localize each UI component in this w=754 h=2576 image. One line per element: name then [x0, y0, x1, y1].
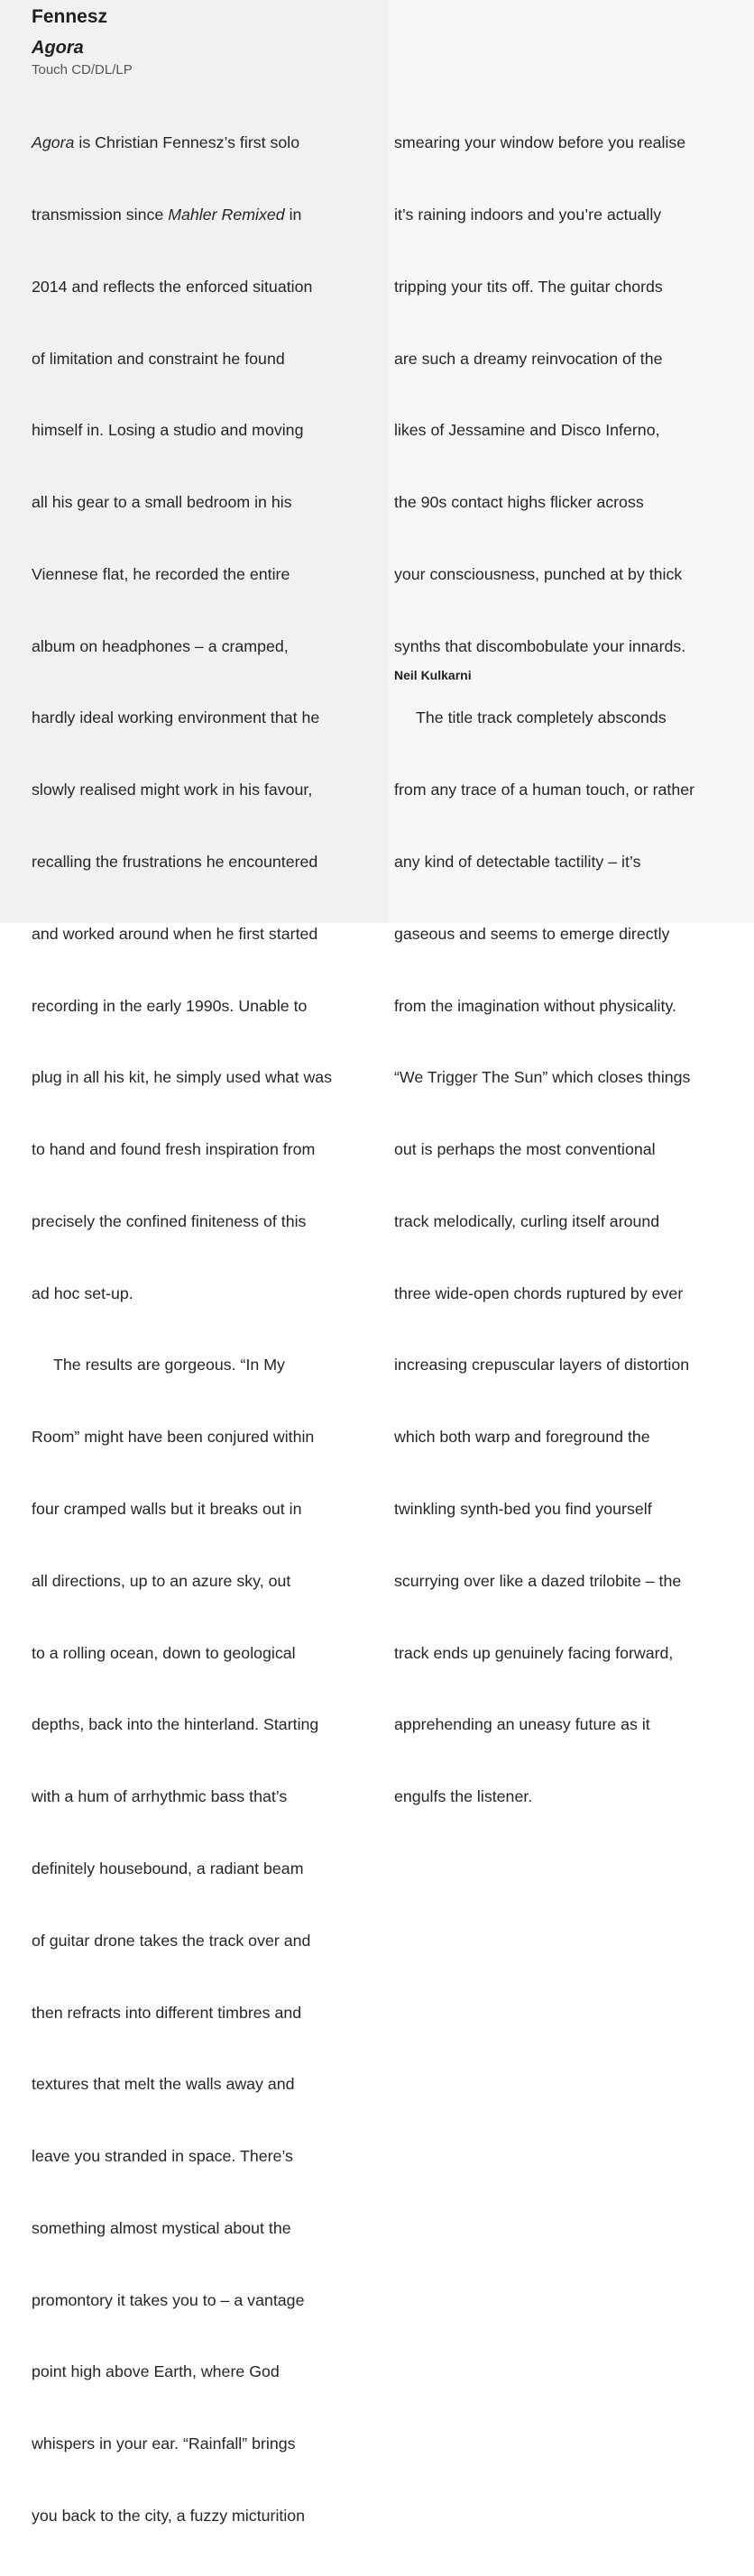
text-line: scurrying over like a dazed trilobite – the: [394, 1571, 682, 1590]
text-line: likes of Jessamine and Disco Inferno,: [394, 421, 660, 440]
album-title: Agora: [32, 38, 84, 58]
text-line: out is perhaps the most conventional: [394, 1140, 656, 1159]
text-line: all directions, up to an azure sky, out: [32, 1571, 291, 1590]
text-line: tripping your tits off. The guitar chords: [394, 277, 663, 296]
text-line: with a hum of arrhythmic bass that’s: [32, 1787, 288, 1806]
text-line: The results are gorgeous. “In My: [53, 1356, 285, 1375]
text-line: any kind of detectable tactility – it’s: [394, 853, 641, 871]
text-line: 2014 and reflects the enforced situation: [32, 277, 313, 296]
text-line: three wide-open chords ruptured by ever: [394, 1283, 684, 1302]
text-line: textures that melt the walls away and: [32, 2075, 295, 2094]
text-line: then refracts into different timbres and: [32, 2003, 302, 2022]
text-line: it’s raining indoors and you’re actually: [394, 205, 662, 224]
text-line: precisely the confined finiteness of this: [32, 1211, 307, 1230]
text-line: whispers in your ear. “Rainfall” brings: [32, 2434, 296, 2453]
text-line: from any trace of a human touch, or rather: [394, 781, 695, 799]
text-line: himself in. Losing a studio and moving: [32, 421, 304, 440]
text-line: twinkling synth-bed you find yourself: [394, 1500, 652, 1519]
text-line: hardly ideal working environment that he: [32, 708, 320, 727]
text-line: synths that discombobulate your innards.: [394, 636, 686, 655]
right-body-text: [394, 83, 694, 1857]
reviewer-byline: Neil Kulkarni: [394, 668, 472, 682]
text-line: ad hoc set-up.: [32, 1283, 133, 1302]
album-title-inline: Agora: [32, 133, 75, 152]
text-fragment: is Christian Fennesz’s first solo: [74, 133, 300, 152]
text-line: all his gear to a small bedroom in his: [32, 493, 292, 512]
text-line: of guitar drone takes the track over and: [32, 1931, 311, 1950]
text-line: definitely housebound, a radiant beam: [32, 1859, 304, 1877]
artist-name: Fennesz: [32, 6, 108, 27]
text-line: increasing crepuscular layers of distortion: [394, 1356, 690, 1375]
mahler-remixed-title: Mahler Remixed: [168, 205, 285, 224]
text-line: to a rolling ocean, down to geological: [32, 1643, 296, 1662]
text-line: engulfs the listener.: [394, 1787, 533, 1806]
text-line: “We Trigger The Sun” which closes things: [394, 1068, 691, 1087]
text-line: something almost mystical about the: [32, 2218, 291, 2237]
text-line: from the imagination without physicality.: [394, 996, 676, 1015]
text-line: Viennese flat, he recorded the entire: [32, 564, 290, 583]
text-line: smearing your window before you realise: [394, 133, 686, 152]
text-line: recording in the early 1990s. Unable to: [32, 996, 308, 1015]
text-line: depths, back into the hinterland. Starting: [32, 1715, 319, 1734]
text-fragment: in: [284, 205, 302, 224]
text-line: of limitation and constraint he found: [32, 349, 285, 368]
text-line: plug in all his kit, he simply used what was: [32, 1068, 333, 1087]
text-line: to hand and found fresh inspiration from: [32, 1140, 316, 1159]
text-line: [32, 131, 332, 155]
text-line: the 90s contact highs flicker across: [394, 493, 644, 512]
text-line: gaseous and seems to emerge directly: [394, 924, 670, 943]
text-line: slowly realised might work in his favour,: [32, 781, 313, 799]
text-line: track ends up genuinely facing forward,: [394, 1643, 674, 1662]
text-line: which both warp and foreground the: [394, 1428, 650, 1447]
text-line: your consciousness, punched at by thick: [394, 564, 683, 583]
text-line: track melodically, curling itself around: [394, 1211, 660, 1230]
text-line: Room” might have been conjured within: [32, 1428, 315, 1447]
text-fragment: transmission since: [32, 205, 169, 224]
text-line: are such a dreamy reinvocation of the: [394, 349, 663, 368]
text-line: recalling the frustrations he encountered: [32, 853, 318, 871]
text-line: point high above Earth, where God: [32, 2362, 280, 2381]
text-line: apprehending an uneasy future as it: [394, 1715, 650, 1734]
text-line: and worked around when he first started: [32, 924, 318, 943]
text-line: promontory it takes you to – a vantage: [32, 2290, 305, 2309]
text-line: [32, 203, 332, 227]
left-body-text: [32, 83, 332, 2576]
text-line: leave you stranded in space. There’s: [32, 2147, 293, 2166]
text-line: The title track completely absconds: [416, 708, 667, 727]
text-line: you back to the city, a fuzzy micturition: [32, 2506, 306, 2525]
label-format: Touch CD/DL/LP: [32, 62, 133, 78]
text-line: four cramped walls but it breaks out in: [32, 1500, 302, 1519]
text-line: album on headphones – a cramped,: [32, 636, 289, 655]
